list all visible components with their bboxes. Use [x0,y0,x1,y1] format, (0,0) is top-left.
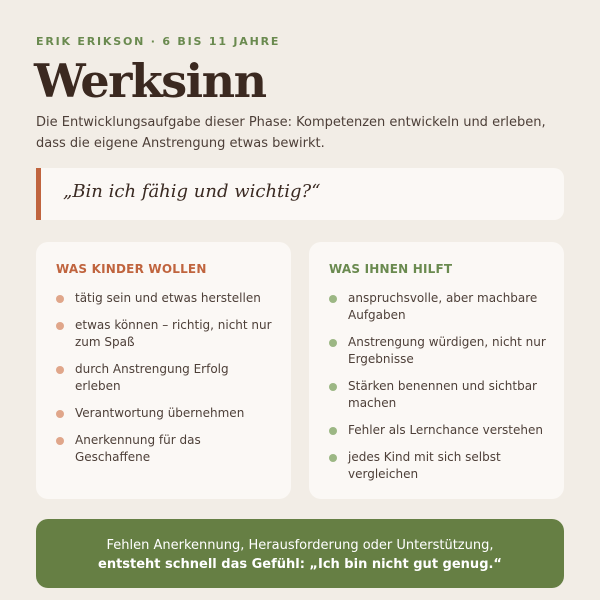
list-item [56,361,276,395]
footer-line-1: Fehlen Anerkennung, Herausforderung oder Unterstützung, [106,538,494,553]
list-item-text: durch Anstrengung Erfolg erleben [75,362,229,393]
card-what-helps [309,242,564,499]
card-heading: WAS IHNEN HILFT [329,262,453,276]
page-title: Werksinn [34,54,266,108]
eyebrow-label: ERIK ERIKSON · 6 BIS 11 JAHRE [36,35,281,48]
card-what-children-want [36,242,291,499]
bullet-dot-icon [56,366,64,374]
list-item [56,290,276,307]
bullet-dot-icon [56,295,64,303]
list-item [329,334,549,368]
footer-line-2: entsteht schnell das Gefühl: „Ich bin nicht gut genug.“ [98,557,502,572]
list-item [329,290,549,324]
intro-text: Die Entwicklungsaufgabe dieser Phase: Kompetenzen entwickeln und erleben, dass die eigene Anstrengung etwas bewirkt. [36,115,546,151]
bullet-dot-icon [56,322,64,330]
bullet-dot-icon [56,437,64,445]
list-item-text: etwas können – richtig, nicht nur zum Spaß [75,318,272,349]
footer-callout [36,519,564,588]
bullet-dot-icon [329,427,337,435]
list-item-text: Anstrengung würdigen, nicht nur Ergebnisse [348,335,546,366]
bullet-dot-icon [56,410,64,418]
list-item [56,317,276,351]
list-item-text: anspruchsvolle, aber machbare Aufgaben [348,291,538,322]
bullet-dot-icon [329,339,337,347]
list-item-text: Verantwortung übernehmen [75,406,245,420]
bullet-dot-icon [329,295,337,303]
list-item [329,422,549,439]
list-item-text: tätig sein und etwas herstellen [75,291,261,305]
list-item [329,449,549,483]
list-item-text: Stärken benennen und sichtbar machen [348,379,537,410]
question-callout [36,168,564,220]
card-heading: WAS KINDER WOLLEN [56,262,207,276]
bullet-list [56,290,276,476]
list-item-text: jedes Kind mit sich selbst vergleichen [348,450,501,481]
list-item [56,405,276,422]
question-text: „Bin ich fähig und wichtig?“ [63,181,321,202]
list-item [56,432,276,466]
list-item [329,378,549,412]
list-item-text: Anerkennung für das Geschaffene [75,433,201,464]
bullet-dot-icon [329,383,337,391]
list-item-text: Fehler als Lernchance verstehen [348,423,543,437]
bullet-dot-icon [329,454,337,462]
bullet-list [329,290,549,493]
